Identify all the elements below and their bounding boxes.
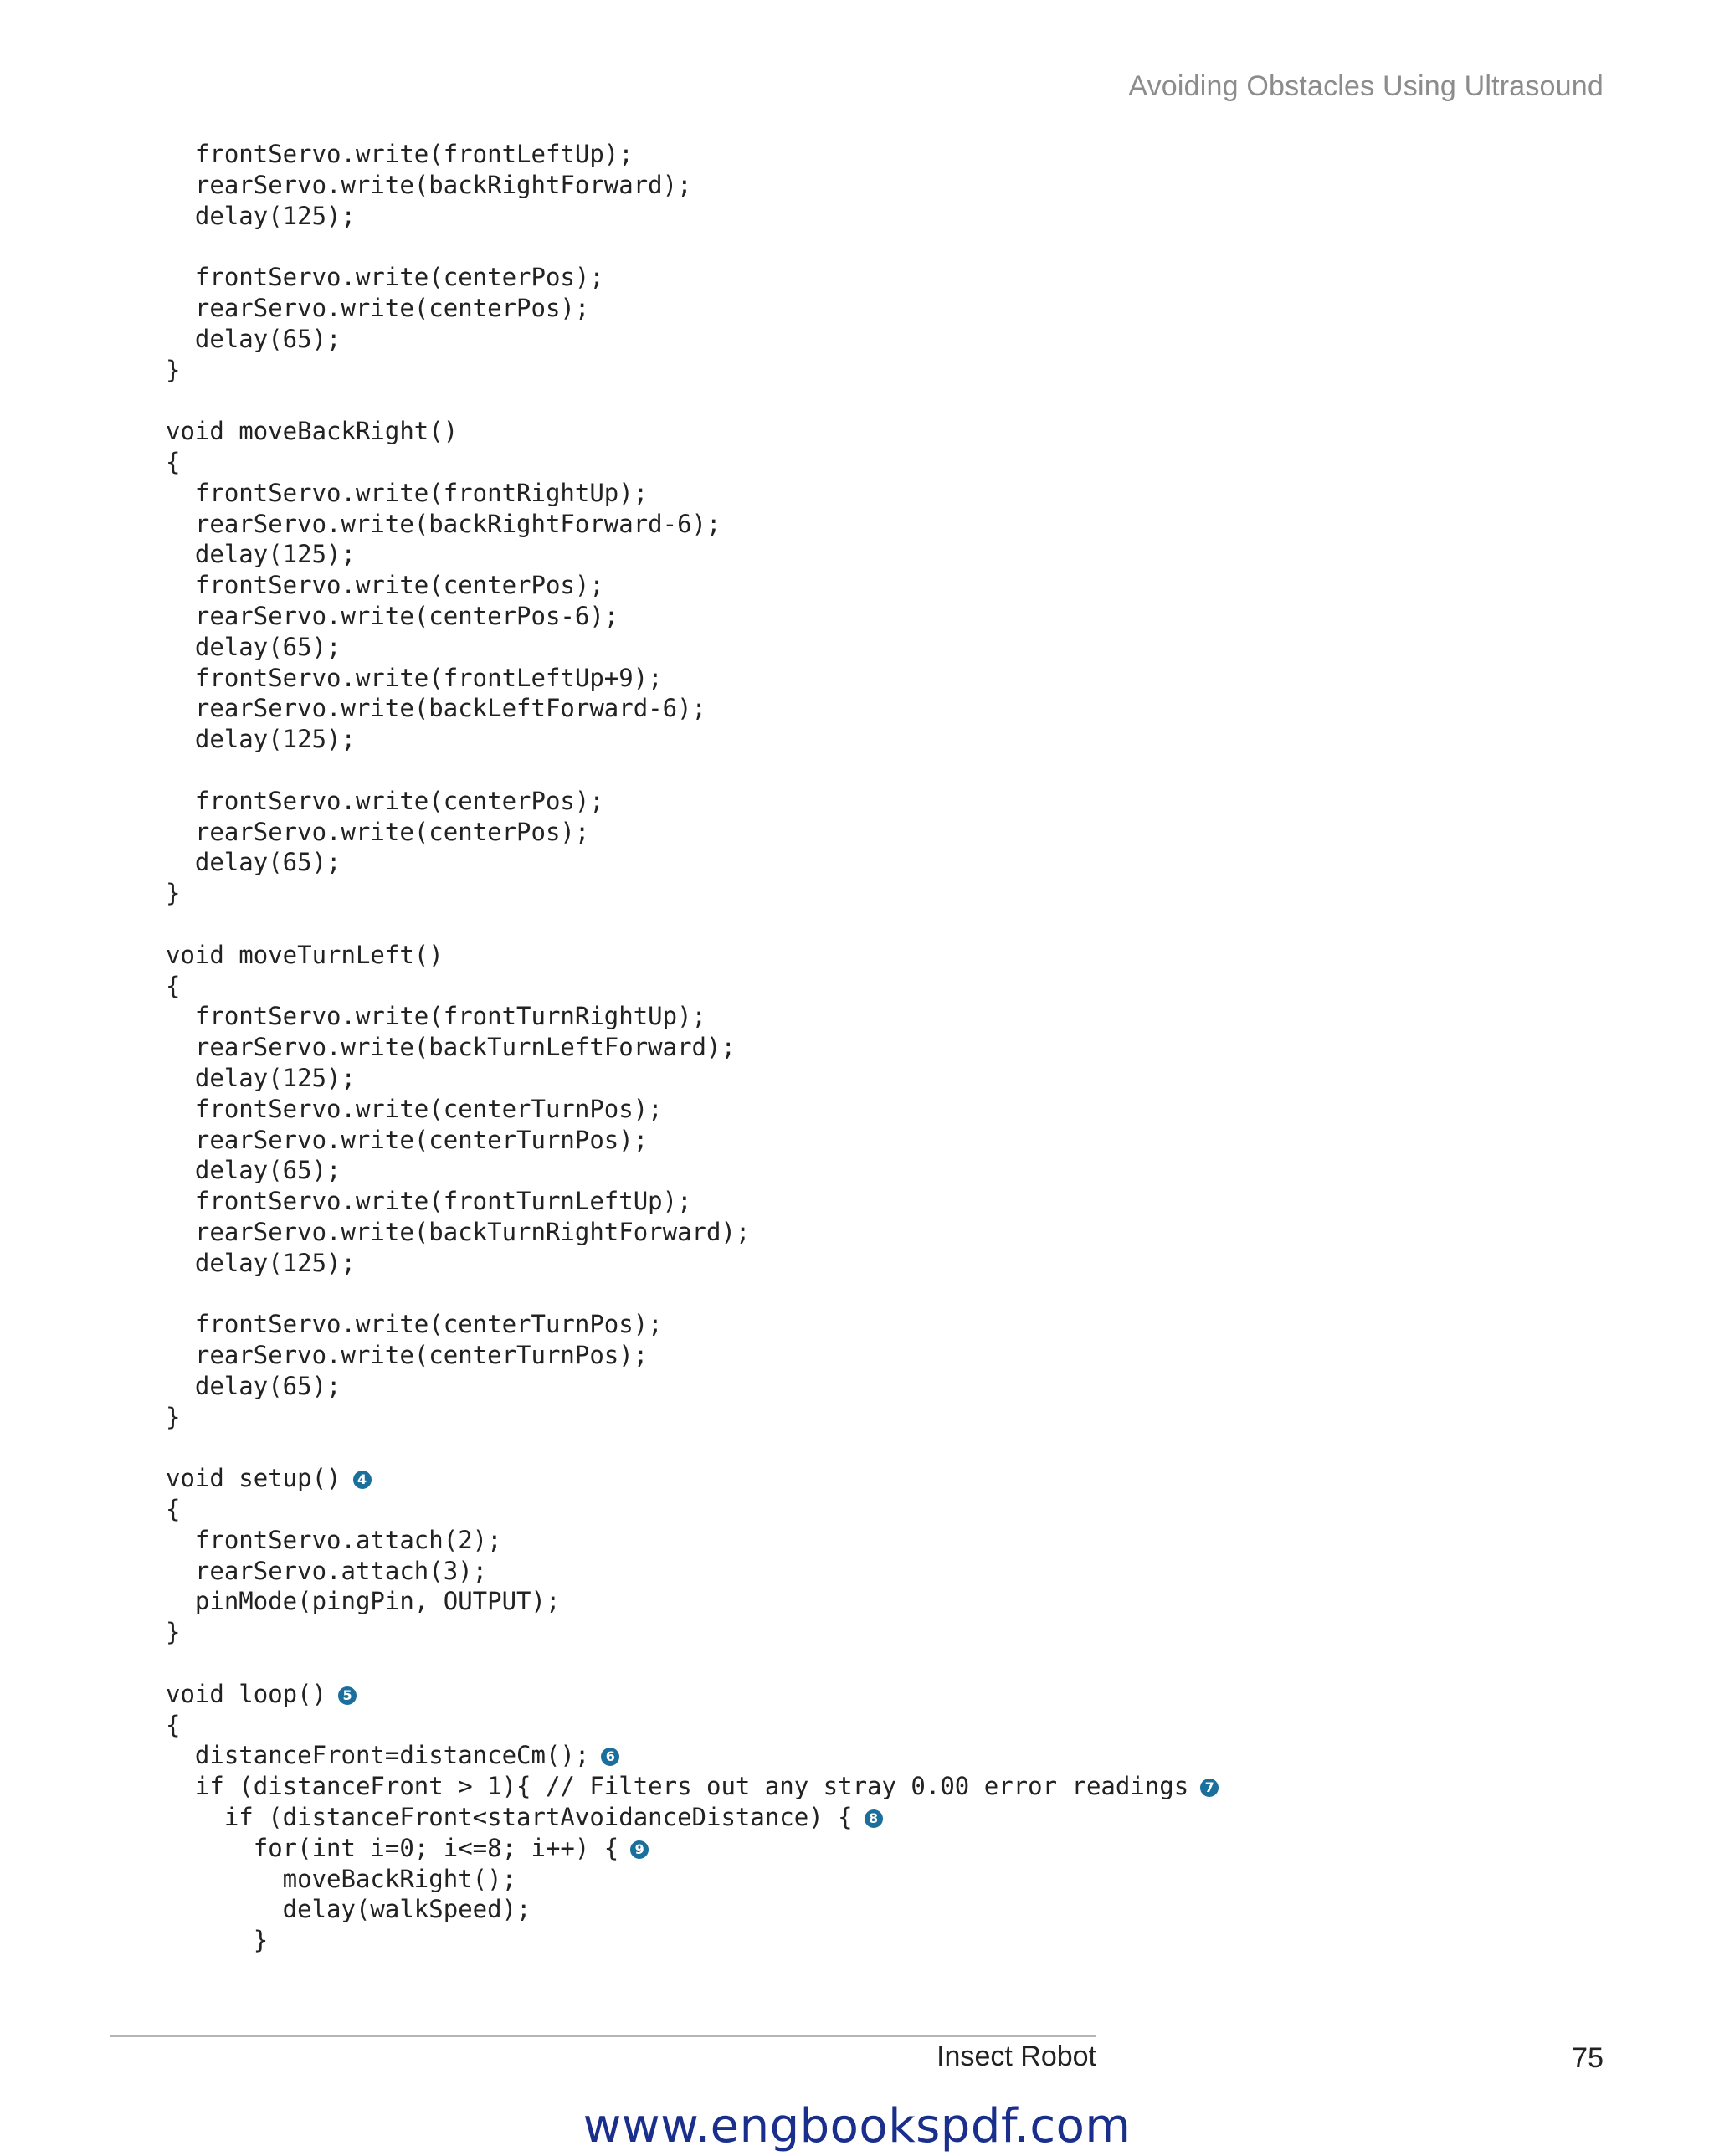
code-text: delay(125); [166, 1248, 356, 1277]
code-line [166, 1740, 1219, 1771]
code-text: rearServo.write(centerPos-6); [166, 601, 619, 630]
code-text: frontServo.write(centerTurnPos); [166, 1310, 663, 1339]
code-line [166, 1925, 1219, 1956]
code-line [166, 632, 1219, 663]
code-line [166, 1248, 1219, 1279]
code-line [166, 355, 1219, 386]
watermark-url[interactable]: www.engbookspdf.com [582, 2099, 1132, 2153]
code-text: { [166, 971, 181, 1000]
code-line [166, 1155, 1219, 1186]
code-line [166, 478, 1219, 509]
code-text: frontServo.write(frontLeftUp+9); [166, 663, 663, 692]
code-text: delay(125); [166, 725, 356, 754]
code-text: delay(125); [166, 1063, 356, 1092]
code-line [166, 539, 1219, 570]
code-text: pinMode(pingPin, OUTPUT); [166, 1587, 561, 1616]
code-line [166, 1586, 1219, 1617]
code-text: } [166, 879, 181, 908]
code-line [166, 447, 1219, 478]
code-text: } [166, 1402, 181, 1431]
code-line [166, 1894, 1219, 1925]
code-text: rearServo.write(centerPos); [166, 293, 590, 322]
code-text: frontServo.write(frontLeftUp); [166, 140, 634, 168]
code-text: if (distanceFront > 1){ // Filters out any stray 0.00 error readings [166, 1772, 1189, 1801]
code-text: distanceFront=distanceCm(); [166, 1741, 590, 1770]
code-text: delay(65); [166, 1371, 341, 1400]
code-text: delay(65); [166, 324, 341, 353]
code-text: rearServo.write(centerTurnPos); [166, 1125, 649, 1154]
code-line [166, 1125, 1219, 1156]
code-line [166, 1063, 1219, 1094]
code-line [166, 1710, 1219, 1741]
code-line [166, 201, 1219, 232]
callout-marker: 9 [630, 1840, 649, 1859]
code-line [166, 170, 1219, 201]
code-line [166, 139, 1219, 170]
footer-divider [110, 2035, 1096, 2037]
code-text: if (distanceFront<startAvoidanceDistance) { [166, 1803, 853, 1832]
page-number: 75 [1572, 2042, 1604, 2074]
code-line [166, 1864, 1219, 1895]
code-line [166, 231, 1219, 262]
code-line [166, 293, 1219, 324]
code-line [166, 1402, 1219, 1433]
code-line [166, 1432, 1219, 1463]
code-text: for(int i=0; i<=8; i++) { [166, 1833, 619, 1862]
callout-marker: 6 [601, 1748, 619, 1766]
code-line [166, 940, 1219, 971]
code-line [166, 909, 1219, 940]
code-text: frontServo.write(centerPos); [166, 263, 604, 292]
code-text: delay(65); [166, 1156, 341, 1185]
code-line [166, 1617, 1219, 1648]
code-text: void setup() [166, 1464, 341, 1493]
footer-chapter-title: Insect Robot [937, 2041, 1096, 2072]
running-header: Avoiding Obstacles Using Ultrasound [1128, 70, 1604, 102]
code-line [166, 324, 1219, 355]
code-line [166, 1463, 1219, 1494]
code-line [166, 570, 1219, 601]
code-text: void loop() [166, 1679, 327, 1708]
code-text: delay(125); [166, 540, 356, 569]
code-text: delay(65); [166, 632, 341, 661]
code-listing [166, 139, 1219, 1956]
code-text: { [166, 447, 181, 476]
code-text: { [166, 1710, 181, 1739]
code-text: frontServo.write(centerTurnPos); [166, 1094, 663, 1123]
code-text: delay(65); [166, 848, 341, 877]
code-line [166, 262, 1219, 293]
code-text: rearServo.write(backTurnRightForward); [166, 1217, 751, 1246]
code-text: moveBackRight(); [166, 1864, 517, 1893]
code-text: } [166, 355, 181, 384]
code-text: { [166, 1495, 181, 1524]
code-text: frontServo.write(frontRightUp); [166, 478, 649, 507]
code-line [166, 416, 1219, 447]
code-text: rearServo.write(backTurnLeftForward); [166, 1033, 736, 1062]
code-line [166, 385, 1219, 416]
code-line [166, 755, 1219, 786]
callout-marker: 5 [338, 1686, 357, 1705]
code-line [166, 1186, 1219, 1217]
code-text: rearServo.write(centerPos); [166, 817, 590, 846]
code-line [166, 971, 1219, 1002]
code-line [166, 1094, 1219, 1125]
code-text: rearServo.write(backLeftForward-6); [166, 694, 707, 723]
code-text: delay(125); [166, 201, 356, 230]
code-line [166, 1278, 1219, 1309]
code-line [166, 1679, 1219, 1710]
code-line [166, 724, 1219, 755]
code-line [166, 1032, 1219, 1063]
code-line [166, 663, 1219, 694]
code-text: frontServo.attach(2); [166, 1525, 502, 1554]
code-line [166, 1556, 1219, 1587]
code-line [166, 1525, 1219, 1556]
code-text: frontServo.write(frontTurnLeftUp); [166, 1187, 692, 1216]
code-text: void moveBackRight() [166, 417, 459, 446]
code-line [166, 693, 1219, 724]
code-line [166, 1309, 1219, 1340]
code-text: rearServo.attach(3); [166, 1556, 488, 1585]
callout-marker: 8 [865, 1810, 883, 1828]
code-line [166, 817, 1219, 848]
code-line [166, 1771, 1219, 1802]
callout-marker: 4 [353, 1471, 372, 1489]
code-text: delay(walkSpeed); [166, 1895, 531, 1924]
code-line [166, 509, 1219, 540]
code-text: frontServo.write(frontTurnRightUp); [166, 1002, 707, 1031]
code-line [166, 1802, 1219, 1833]
code-text: rearServo.write(backRightForward-6); [166, 509, 721, 538]
code-text: rearServo.write(centerTurnPos); [166, 1341, 649, 1370]
code-line [166, 878, 1219, 909]
code-line [166, 1001, 1219, 1032]
code-line [166, 786, 1219, 817]
code-text: frontServo.write(centerPos); [166, 571, 604, 600]
code-text: frontServo.write(centerPos); [166, 786, 604, 815]
callout-marker: 7 [1200, 1779, 1219, 1797]
code-line [166, 847, 1219, 878]
code-line [166, 601, 1219, 632]
code-line [166, 1217, 1219, 1248]
code-text: } [166, 1618, 181, 1647]
code-line [166, 1371, 1219, 1402]
code-text: void moveTurnLeft() [166, 940, 444, 969]
code-line [166, 1340, 1219, 1371]
code-line [166, 1833, 1219, 1864]
code-text: } [166, 1926, 269, 1955]
code-line [166, 1494, 1219, 1525]
code-text: rearServo.write(backRightForward); [166, 170, 692, 199]
code-line [166, 1648, 1219, 1679]
